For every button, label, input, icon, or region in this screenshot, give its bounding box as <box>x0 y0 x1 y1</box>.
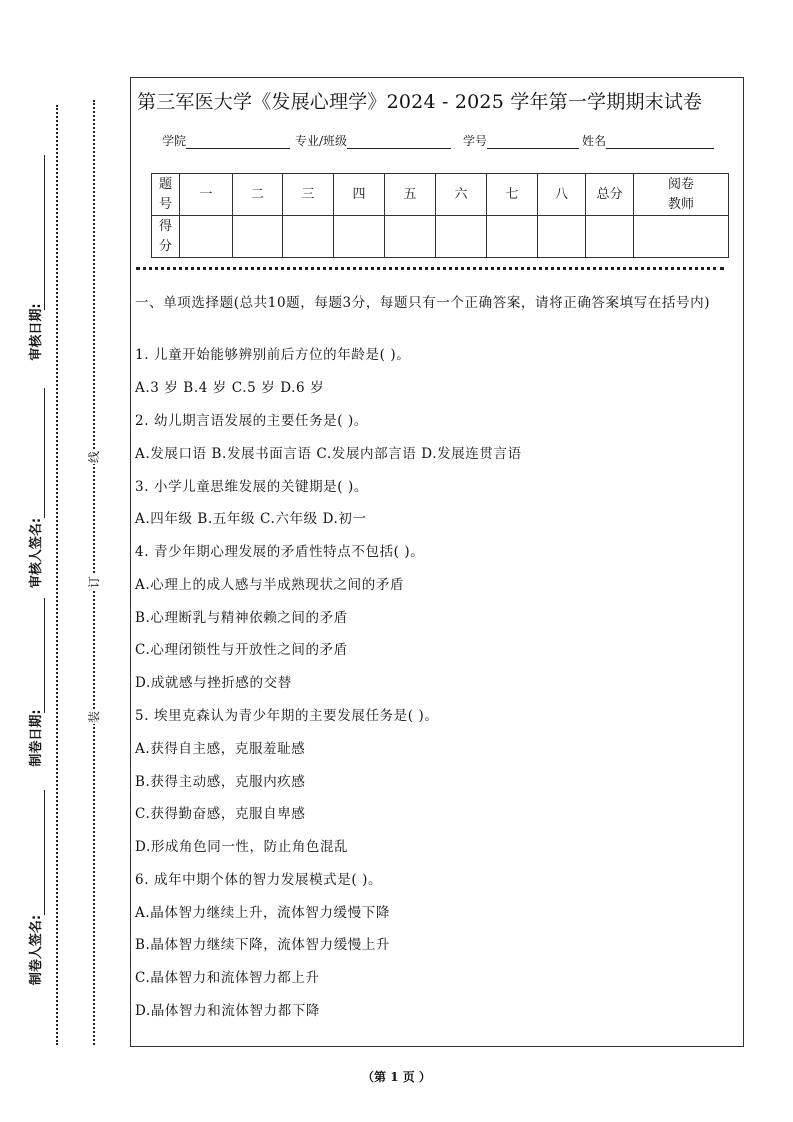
score-cell-total[interactable] <box>586 216 634 258</box>
score-col-2: 二 <box>233 174 283 216</box>
section-heading: 一、单项选择题(总共10题，每题3分，每题只有一个正确答案，请将正确答案填写在括号内) <box>135 295 711 311</box>
score-table <box>151 173 729 258</box>
name-field[interactable] <box>606 134 714 149</box>
score-col-5: 五 <box>385 174 436 216</box>
question-2: 2. 幼儿期言语发展的主要任务是( )。 <box>135 413 368 429</box>
question-2-options: A.发展口语 B.发展书面言语 C.发展内部言语 D.发展连贯言语 <box>135 446 522 462</box>
question-5: 5. 埃里克森认为青少年期的主要发展任务是( )。 <box>135 708 439 724</box>
score-col-8: 八 <box>538 174 586 216</box>
review-date-label: 审核日期: <box>29 303 44 361</box>
reviewer-signature-label: 审核人签名: <box>29 517 44 589</box>
dotted-separator <box>136 267 724 270</box>
score-row-header-cell: 得 分 <box>152 216 180 258</box>
score-cell[interactable] <box>538 216 586 258</box>
question-4-option-a: A.心理上的成人感与半成熟现状之间的矛盾 <box>135 577 405 593</box>
question-5-option-b: B.获得主动感，克服内疚感 <box>135 774 306 790</box>
question-6-option-c: C.晶体智力和流体智力都上升 <box>135 970 320 986</box>
question-6-option-b: B.晶体智力继续下降，流体智力缓慢上升 <box>135 937 391 953</box>
score-cell[interactable] <box>334 216 385 258</box>
question-4: 4. 青少年期心理发展的矛盾性特点不包括( )。 <box>135 544 425 560</box>
score-col-6: 六 <box>436 174 487 216</box>
score-table-header-cell: 题 号 <box>152 174 180 216</box>
name-label: 姓名 <box>582 134 607 148</box>
question-4-option-c: C.心理闭锁性与开放性之间的矛盾 <box>135 642 348 658</box>
score-col-7: 七 <box>487 174 538 216</box>
paper-date-label: 制卷日期: <box>29 709 44 767</box>
question-1-options: A.3 岁 B.4 岁 C.5 岁 D.6 岁 <box>135 380 325 396</box>
major-class-field[interactable] <box>347 134 451 149</box>
binding-char-bind: 装 <box>87 711 101 724</box>
score-cell[interactable] <box>283 216 334 258</box>
binding-char-line: 线 <box>87 451 101 464</box>
college-field[interactable] <box>186 134 290 149</box>
exam-title: 第三军医大学《发展心理学》2024 - 2025 学年第一学期期末试卷 <box>137 91 703 113</box>
question-6-option-a: A.晶体智力继续上升，流体智力缓慢下降 <box>135 905 390 921</box>
score-cell[interactable] <box>233 216 283 258</box>
question-6-option-d: D.晶体智力和流体智力都下降 <box>135 1003 321 1019</box>
question-5-option-a: A.获得自主感，克服羞耻感 <box>135 741 306 757</box>
score-col-1: 一 <box>180 174 233 216</box>
question-4-option-b: B.心理断乳与精神依赖之间的矛盾 <box>135 610 348 626</box>
student-id-label: 学号 <box>463 134 488 148</box>
score-cell-reviewer[interactable] <box>634 216 729 258</box>
college-label: 学院 <box>162 134 187 148</box>
score-col-total: 总分 <box>586 174 634 216</box>
student-id-field[interactable] <box>487 134 579 149</box>
question-5-option-c: C.获得勤奋感，克服自卑感 <box>135 806 306 822</box>
question-6: 6. 成年中期个体的智力发展模式是( )。 <box>135 872 383 888</box>
score-col-3: 三 <box>283 174 334 216</box>
score-col-reviewer: 阅卷 教师 <box>634 174 729 216</box>
binding-dotted-line-inner <box>93 100 95 1045</box>
score-cell[interactable] <box>436 216 487 258</box>
binding-dotted-line-outer <box>56 105 58 1045</box>
question-1: 1. 儿童开始能够辨别前后方位的年龄是( )。 <box>135 347 411 363</box>
binding-char-staple: 订 <box>87 576 101 589</box>
question-3-options: A.四年级 B.五年级 C.六年级 D.初一 <box>135 511 367 527</box>
major-class-label: 专业/班级 <box>295 134 348 148</box>
score-cell[interactable] <box>385 216 436 258</box>
page-number: （第 1 页 ） <box>362 1070 431 1084</box>
score-cell[interactable] <box>487 216 538 258</box>
score-cell[interactable] <box>180 216 233 258</box>
question-3: 3. 小学儿童思维发展的关键期是( )。 <box>135 479 368 495</box>
score-col-4: 四 <box>334 174 385 216</box>
question-5-option-d: D.形成角色同一性，防止角色混乱 <box>135 839 349 855</box>
question-4-option-d: D.成就感与挫折感的交替 <box>135 675 292 691</box>
paper-maker-signature-label: 制卷人签名: <box>29 914 44 986</box>
